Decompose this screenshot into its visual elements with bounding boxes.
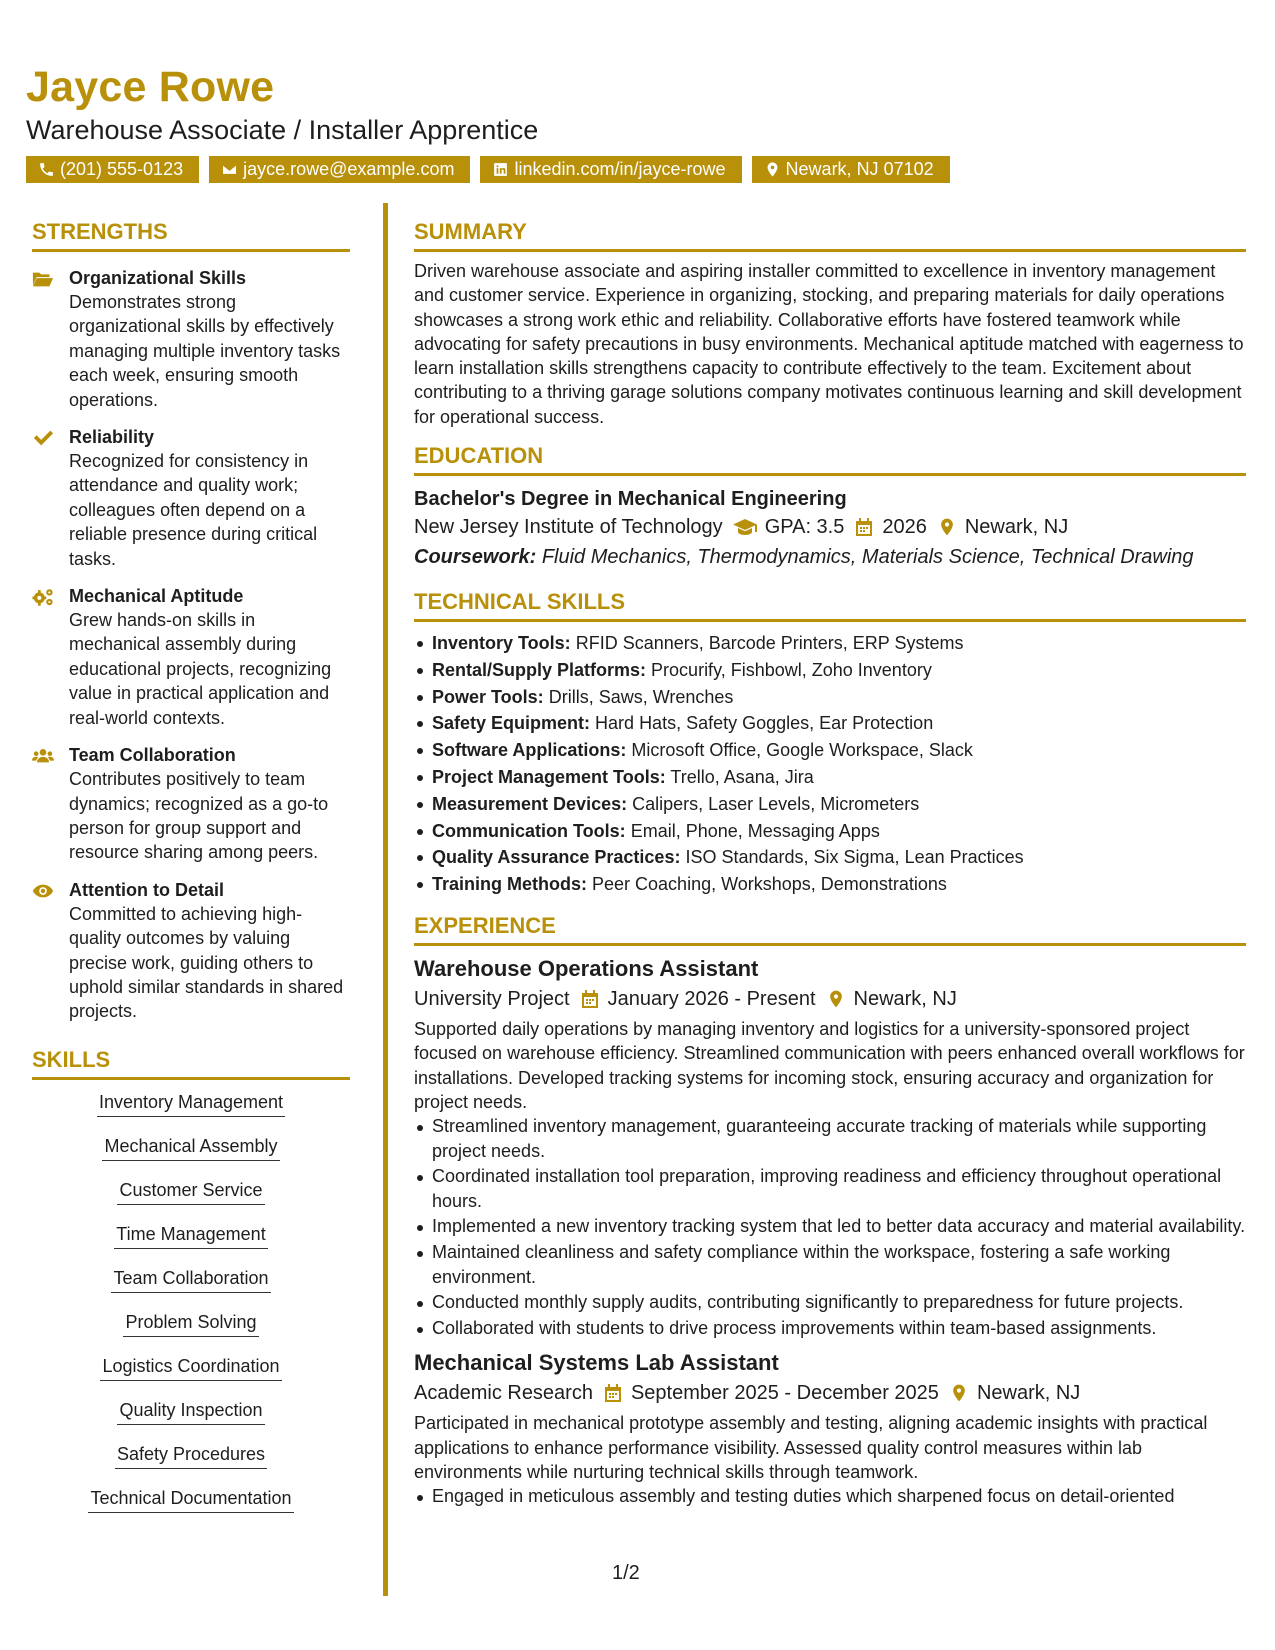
- strength-name: Attention to Detail: [69, 879, 224, 900]
- summary-heading: SUMMARY: [414, 218, 1246, 252]
- experience-heading: EXPERIENCE: [414, 912, 1246, 946]
- list-item: Conducted monthly supply audits, contributing significantly to preparedness for future projects.: [414, 1290, 1246, 1314]
- skill-label: Project Management Tools:: [432, 767, 666, 788]
- strength-item: [32, 425, 350, 571]
- job-location: Newark, NJ: [976, 1382, 1081, 1405]
- contact-bar: [26, 156, 1246, 183]
- education-degree: Bachelor's Degree in Mechanical Engineering: [414, 488, 847, 511]
- contact-email-text: jayce.rowe@example.com: [243, 159, 455, 179]
- map-marker-icon: [764, 161, 781, 178]
- strength-desc: Committed to achieving high-quality outcomes by valuing precise work, guiding others to uphold similar standards in shared projects.: [69, 903, 344, 1022]
- list-item: Streamlined inventory management, guaranteeing accurate tracking of materials while supporting project needs.: [414, 1114, 1246, 1163]
- skill-value: Calipers, Laser Levels, Micrometers: [632, 793, 920, 814]
- job-entry: [414, 1348, 1246, 1508]
- skill-tag: Inventory Management: [97, 1090, 285, 1117]
- candidate-title: Warehouse Associate / Installer Apprentice: [26, 115, 539, 145]
- education-meta: [414, 512, 1246, 542]
- skill-label: Safety Equipment:: [432, 713, 591, 734]
- strength-item: [32, 266, 350, 412]
- job-org: University Project: [414, 988, 570, 1011]
- strength-desc: Recognized for consistency in attendance and quality work; colleagues often depend on a reliable presence during critical tasks.: [69, 451, 318, 569]
- gears-icon: [32, 587, 54, 607]
- strength-name: Mechanical Aptitude: [69, 586, 244, 607]
- strength-desc: Grew hands-on skills in mechanical assembly during educational projects, recognizing value in practical application and real-world contexts.: [69, 610, 332, 728]
- skills-list: [32, 1090, 350, 1530]
- education-location: Newark, NJ: [964, 516, 1069, 539]
- skill-value: Microsoft Office, Google Workspace, Slack: [631, 740, 973, 761]
- right-column: [414, 218, 1246, 1510]
- technical-skills-heading: TECHNICAL SKILLS: [414, 588, 1246, 622]
- education-school: New Jersey Institute of Technology: [414, 516, 723, 539]
- list-item: Maintained cleanliness and safety compliance within the workspace, fostering a safe working environment.: [414, 1240, 1246, 1289]
- experience-section: [414, 912, 1246, 1509]
- job-description: Participated in mechanical prototype assembly and testing, aligning academic insights with practical applications to enhance performance visibility. Assessed quality control measures within lab environments while nurturing technical skills through teamwork.: [414, 1413, 1208, 1482]
- skill-tag: Safety Procedures: [115, 1442, 267, 1469]
- map-marker-icon: [826, 989, 846, 1009]
- summary-text: Driven warehouse associate and aspiring installer committed to excellence in inventory management and customer service. Experience in organizing, stocking, and preparing materials for daily operations showcases a strong work ethic and reliability. Collaborative efforts have fostered teamwork while advocating for safety precautions in busy environments. Mechanical aptitude matched with eagerness to learn installation skills strengthens capacity to contribute effectively to the team. Excitement about contributing to a thriving garage solutions company motivates continuous learning and skill development for operational success.: [414, 261, 1244, 427]
- job-description: Supported daily operations by managing inventory and logistics for a university-sponsored project focused on warehouse efficiency. Streamlined communication with peers enhanced overall workflows for installations. Developed tracking systems for incoming stock, ensuring accuracy and organization for project needs.: [414, 1019, 1245, 1112]
- contact-location-text: Newark, NJ 07102: [785, 159, 934, 179]
- skill-tag: Team Collaboration: [111, 1266, 270, 1293]
- strength-item: [32, 878, 350, 1024]
- skill-label: Software Applications:: [432, 740, 627, 761]
- job-role: Mechanical Systems Lab Assistant: [414, 1350, 779, 1376]
- calendar-icon: [603, 1383, 623, 1403]
- graduation-cap-icon: [733, 517, 757, 537]
- list-item: [414, 710, 1246, 737]
- list-item: [414, 657, 1246, 684]
- strength-name: Reliability: [69, 427, 155, 448]
- list-item: Engaged in meticulous assembly and testing duties which sharpened focus on detail-oriented: [414, 1484, 1246, 1508]
- skill-tag: Technical Documentation: [88, 1486, 293, 1513]
- skill-label: Communication Tools:: [432, 820, 626, 841]
- skill-tag: Problem Solving: [123, 1310, 258, 1337]
- strength-desc: Contributes positively to team dynamics; recognized as a go-to person for group support and resource sharing among peers.: [69, 769, 329, 863]
- skill-value: Hard Hats, Safety Goggles, Ear Protection: [595, 713, 934, 734]
- coursework-list: Fluid Mechanics, Thermodynamics, Materials Science, Technical Drawing: [541, 546, 1194, 569]
- contact-phone[interactable]: [26, 156, 199, 183]
- skill-value: Peer Coaching, Workshops, Demonstrations: [592, 874, 947, 895]
- technical-skills-list: [414, 630, 1246, 898]
- list-item: [414, 630, 1246, 657]
- skill-tag: Time Management: [114, 1222, 267, 1249]
- phone-icon: [38, 161, 55, 178]
- candidate-name: Jayce Rowe: [26, 63, 275, 111]
- checkmark-icon: [32, 428, 54, 448]
- skill-label: Measurement Devices:: [432, 793, 628, 814]
- map-marker-icon: [949, 1383, 969, 1403]
- job-org: Academic Research: [414, 1382, 593, 1405]
- strengths-heading: STRENGTHS: [32, 218, 350, 252]
- skill-label: Power Tools:: [432, 686, 544, 707]
- eye-icon: [32, 881, 54, 901]
- technical-skills-section: [414, 588, 1246, 898]
- skill-tag: Quality Inspection: [117, 1398, 264, 1425]
- list-item: [414, 791, 1246, 818]
- coursework-label: Coursework:: [414, 546, 537, 569]
- strength-item: [32, 743, 350, 865]
- education-gpa: GPA: 3.5: [764, 516, 845, 539]
- list-item: [414, 764, 1246, 791]
- strength-item: [32, 584, 350, 730]
- list-item: [414, 871, 1246, 898]
- list-item: [414, 818, 1246, 845]
- list-item: Coordinated installation tool preparation, improving readiness and efficiency throughout operational hours.: [414, 1164, 1246, 1213]
- left-column: [32, 218, 350, 1530]
- contact-linkedin[interactable]: [480, 156, 741, 183]
- skill-value: Drills, Saws, Wrenches: [548, 686, 734, 707]
- folder-open-icon: [32, 269, 54, 289]
- education-coursework: [414, 542, 1246, 572]
- job-bullets: [414, 1484, 1246, 1508]
- skill-value: Procurify, Fishbowl, Zoho Inventory: [651, 659, 932, 680]
- map-marker-icon: [937, 517, 957, 537]
- skill-tag: Mechanical Assembly: [102, 1134, 279, 1161]
- skill-value: ISO Standards, Six Sigma, Lean Practices: [685, 847, 1024, 868]
- contact-location: [752, 156, 950, 183]
- job-bullets: [414, 1114, 1246, 1340]
- job-dates: September 2025 - December 2025: [630, 1382, 939, 1405]
- column-divider: [383, 203, 388, 1596]
- calendar-icon: [854, 517, 874, 537]
- education-section: [414, 442, 1246, 572]
- skill-value: RFID Scanners, Barcode Printers, ERP Systems: [575, 633, 964, 654]
- job-meta: [414, 984, 1246, 1014]
- skills-heading: SKILLS: [32, 1046, 350, 1080]
- contact-linkedin-text: linkedin.com/in/jayce-rowe: [514, 159, 726, 179]
- education-year: 2026: [882, 516, 927, 539]
- job-dates: January 2026 - Present: [607, 988, 816, 1011]
- strength-desc: Demonstrates strong organizational skills by effectively managing multiple inventory tasks each week, ensuring smooth operations.: [69, 292, 341, 410]
- job-location: Newark, NJ: [853, 988, 957, 1011]
- linkedin-icon: [492, 161, 509, 178]
- skill-label: Training Methods:: [432, 874, 587, 895]
- skill-label: Quality Assurance Practices:: [432, 847, 681, 868]
- skill-label: Inventory Tools:: [432, 633, 571, 654]
- job-entry: [414, 954, 1246, 1340]
- strength-name: Team Collaboration: [69, 745, 236, 766]
- skill-tag: Logistics Coordination: [100, 1354, 281, 1381]
- list-item: [414, 684, 1246, 711]
- calendar-icon: [580, 989, 600, 1009]
- users-icon: [32, 746, 54, 766]
- page-number: 1/2: [612, 1562, 640, 1584]
- list-item: [414, 737, 1246, 764]
- resume-header: [26, 62, 1246, 183]
- contact-email[interactable]: [209, 156, 470, 183]
- envelope-icon: [221, 161, 238, 178]
- list-item: Implemented a new inventory tracking system that led to better data accuracy and material availability.: [414, 1214, 1246, 1238]
- job-meta: [414, 1378, 1246, 1408]
- skill-tag: Customer Service: [117, 1178, 264, 1205]
- strength-name: Organizational Skills: [69, 268, 247, 288]
- skill-label: Rental/Supply Platforms:: [432, 659, 647, 680]
- skill-value: Email, Phone, Messaging Apps: [630, 820, 880, 841]
- list-item: Collaborated with students to drive process improvements within team-based assignments.: [414, 1316, 1246, 1340]
- job-role: Warehouse Operations Assistant: [414, 956, 759, 982]
- contact-phone-text: (201) 555-0123: [60, 159, 184, 179]
- education-heading: EDUCATION: [414, 442, 1246, 476]
- list-item: [414, 844, 1246, 871]
- strengths-list: [32, 266, 350, 1024]
- skill-value: Trello, Asana, Jira: [670, 767, 814, 788]
